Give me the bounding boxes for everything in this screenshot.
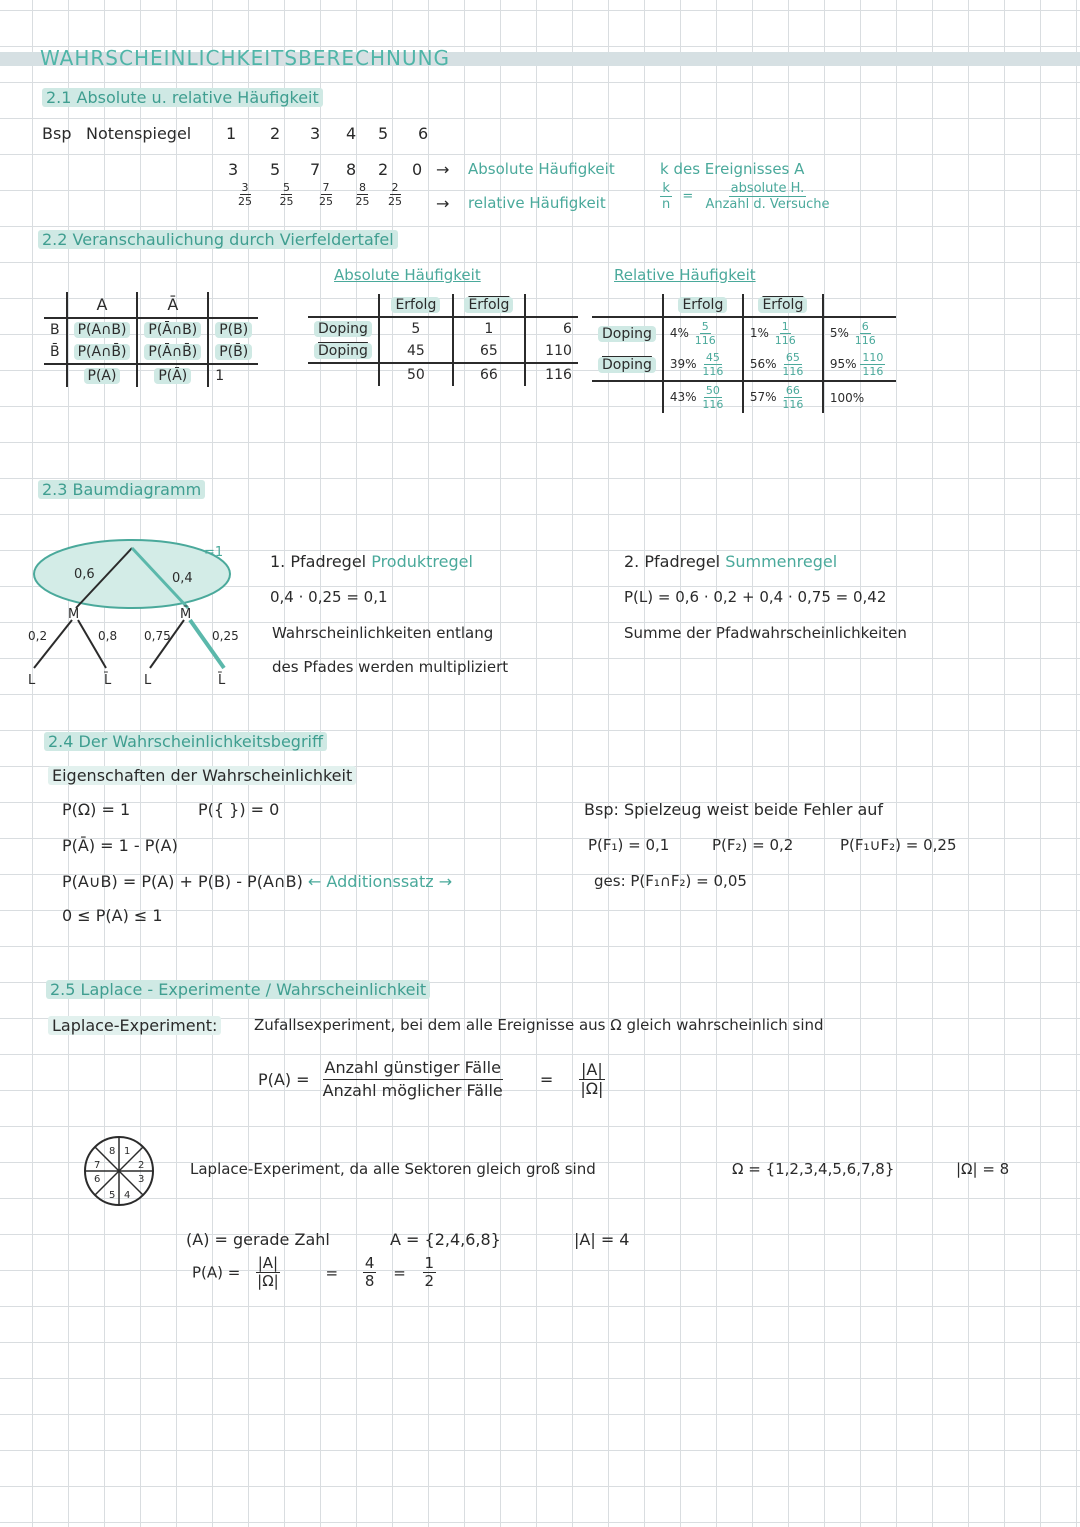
vft-total: 1 <box>208 364 258 387</box>
rel-cell: 95% $\frac{110}{116}$ <box>823 349 896 381</box>
pa-result: $\frac{1}{2}$ <box>424 1254 435 1290</box>
tree-branch <box>78 620 106 668</box>
k-def-frac: $\frac{\text{absolute H.}}{\text{Anzahl d. Versuche}}$ <box>705 181 830 212</box>
vft-col-a: A <box>67 292 138 318</box>
pa-ratio: $\frac{4}{8}$ <box>364 1254 375 1290</box>
vft-row-not-b: B̄ <box>50 344 60 360</box>
abs-row-label: Doping <box>314 343 372 359</box>
vierfeldertafel <box>44 292 258 387</box>
vft-col-not-a: Ā <box>137 292 208 318</box>
rule1-text-1: Wahrscheinlichkeiten entlang <box>272 624 494 642</box>
abs-cell: 6 <box>525 317 578 340</box>
grade-row <box>226 124 438 143</box>
wheel-number: 8 <box>109 1146 116 1157</box>
rel-row-label: Doping <box>598 326 656 342</box>
rule2-title: 2. Pfadregel Summenregel <box>624 552 838 571</box>
tree-branch <box>34 620 72 668</box>
laplace-formula: P(A) = $\frac{\text{Anzahl günstiger Fälle}}{\text{Anzahl möglicher Fälle}}$ = $\frac{|A|}{|\Omega|}$ <box>258 1058 604 1100</box>
rel-total: 57% $\frac{66}{116}$ <box>743 381 823 413</box>
grade-6: 6 <box>418 124 429 143</box>
wheel-number: 7 <box>94 1160 101 1171</box>
rel-col: Erfolg <box>758 297 807 313</box>
grade-3: 3 <box>310 124 321 143</box>
rule2-example: P(L) = 0,6 · 0,2 + 0,4 · 0,75 = 0,42 <box>624 588 887 606</box>
rel-total: 43% $\frac{50}{116}$ <box>663 381 743 413</box>
arrow-abs: → <box>436 160 450 179</box>
wheel-of-fortune <box>82 1134 156 1208</box>
rel-frac-1: $\frac{3}{25}$ <box>238 181 252 208</box>
abs-col: Erfolg <box>391 297 440 313</box>
abs-total: 66 <box>453 363 525 386</box>
tree-p-left: 0,6 <box>74 567 95 582</box>
rel-frac-2: $\frac{5}{25}$ <box>279 181 294 208</box>
count-5: 2 <box>378 160 389 179</box>
tree-node-left: M <box>68 607 80 622</box>
event-size: |A| = 4 <box>574 1230 630 1249</box>
rule2-text: Summe der Pfadwahrscheinlichkeiten <box>624 624 907 642</box>
rel-cell: 1% $\frac{1}{116}$ <box>743 317 823 349</box>
rule1-title: 1. Pfadregel Produktregel <box>270 552 473 571</box>
prop-empty: P({ }) = 0 <box>198 800 280 819</box>
page-title: WAHRSCHEINLICHKEITSBERECHNUNG <box>40 46 451 70</box>
vft-row-b: B <box>50 322 60 338</box>
count-2: 5 <box>270 160 281 179</box>
grade-4: 4 <box>346 124 357 143</box>
count-row <box>228 160 434 179</box>
rel-cell: 39% $\frac{45}{116}$ <box>663 349 743 381</box>
wheel-number: 5 <box>109 1190 116 1201</box>
abs-total: 116 <box>525 363 578 386</box>
abs-col: Erfolg <box>464 297 513 313</box>
abs-table-title: Absolute Häufigkeit <box>334 266 481 284</box>
grade-1: 1 <box>226 124 237 143</box>
event-definition: (A) = gerade Zahl <box>186 1230 330 1249</box>
wheel-number: 2 <box>138 1160 145 1171</box>
tree-branch <box>150 620 184 668</box>
properties-subheading: Eigenschaften der Wahrscheinlichkeit <box>48 766 356 785</box>
wheel-text: Laplace-Experiment, da alle Sektoren gleich groß sind <box>190 1160 596 1178</box>
section-2-5-heading: 2.5 Laplace - Experimente / Wahrscheinlichkeit <box>46 980 430 999</box>
tree-p-ll: 0,2 <box>28 629 48 643</box>
cardinality-fraction: $\frac{|A|}{|\Omega|}$ <box>580 1060 604 1098</box>
vft-total: P(Ā) <box>154 368 191 384</box>
abs-cell: 45 <box>379 340 453 363</box>
abs-cell: 5 <box>379 317 453 340</box>
wheel-number: 6 <box>94 1174 101 1185</box>
omega-size: |Ω| = 8 <box>956 1160 1010 1178</box>
tree-diagram <box>20 536 260 688</box>
tree-leaf: L <box>28 673 36 688</box>
count-4: 8 <box>346 160 357 179</box>
rel-freq-label: relative Häufigkeit <box>468 194 606 212</box>
example-result: ges: P(F₁∩F₂) = 0,05 <box>594 872 747 890</box>
wheel-number: 4 <box>124 1190 131 1201</box>
abs-cell: 1 <box>453 317 525 340</box>
wheel-number: 1 <box>124 1146 131 1157</box>
laplace-fraction: $\frac{\text{Anzahl günstiger Fälle}}{\text{Anzahl möglicher Fälle}}$ <box>322 1058 503 1100</box>
rel-total: 100% <box>823 381 896 413</box>
tree-leaf: L̄ <box>218 673 226 688</box>
rel-frac-3: $\frac{7}{25}$ <box>319 181 333 208</box>
event-set: A = {2,4,6,8} <box>390 1230 501 1249</box>
k-definition: $\frac{k}{n}$ = $\frac{\text{absolute H.}}{\text{Anzahl d. Versuche}}$ <box>662 181 830 212</box>
rel-cell: 4% $\frac{5}{116}$ <box>663 317 743 349</box>
count-1: 3 <box>228 160 239 179</box>
count-6: 0 <box>412 160 423 179</box>
tree-p-rl: 0,75 <box>144 629 171 643</box>
k-over-n: $\frac{k}{n}$ <box>662 181 671 212</box>
tree-top-sum: =1 <box>204 545 224 560</box>
grade-5: 5 <box>378 124 389 143</box>
notenspiegel-label: Notenspiegel <box>86 124 192 143</box>
rel-cell: 5% $\frac{6}{116}$ <box>823 317 896 349</box>
vft-cell: P(Ā∩B̄) <box>144 344 201 360</box>
tree-p-lr: 0,8 <box>98 629 118 643</box>
abs-cell: 110 <box>525 340 578 363</box>
event-probability: P(A) = $\frac{|A|}{|\Omega|}$ = $\frac{4}{8}$ = $\frac{1}{2}$ <box>192 1254 435 1290</box>
vft-table <box>44 292 258 387</box>
rel-frac-4: $\frac{8}{25}$ <box>355 181 370 208</box>
vft-cell: P(Ā∩B) <box>144 322 201 338</box>
bsp-label: Bsp <box>42 124 72 143</box>
omega-set: Ω = {1,2,3,4,5,6,7,8} <box>732 1160 895 1178</box>
k-text: k des Ereignisses A <box>660 160 805 178</box>
abs-table <box>308 294 578 386</box>
rule1-text-2: des Pfades werden multipliziert <box>272 658 509 676</box>
rel-table-title: Relative Häufigkeit <box>614 266 756 284</box>
arrow-rel: → <box>436 194 450 213</box>
section-2-3-heading: 2.3 Baumdiagramm <box>38 480 205 499</box>
prop-union: P(A∪B) = P(A) + P(B) - P(A∩B) ← Additionssatz → <box>62 872 453 891</box>
vft-total: P(A) <box>84 368 121 384</box>
vft-cell: P(A∩B̄) <box>74 344 131 360</box>
prop-omega: P(Ω) = 1 <box>62 800 131 819</box>
abs-total: 50 <box>379 363 453 386</box>
count-3: 7 <box>310 160 321 179</box>
abs-cell: 65 <box>453 340 525 363</box>
tree-p-rr: 0,25 <box>212 629 239 643</box>
vft-cell: P(A∩B) <box>74 322 131 338</box>
example-text: Bsp: Spielzeug weist beide Fehler auf <box>584 800 884 819</box>
rule1-example: 0,4 · 0,25 = 0,1 <box>270 588 388 606</box>
abs-row-label: Doping <box>314 321 372 337</box>
section-2-1-heading: 2.1 Absolute u. relative Häufigkeit <box>42 88 323 107</box>
tree-highlight <box>34 540 230 608</box>
rel-col: Erfolg <box>678 297 727 313</box>
pa-fraction: $\frac{|A|}{|\Omega|}$ <box>257 1254 279 1290</box>
vft-cell: P(B) <box>215 322 252 338</box>
section-2-2-heading: 2.2 Veranschaulichung durch Vierfeldertafel <box>38 230 398 249</box>
tree-leaf: L <box>144 673 152 688</box>
vft-cell: P(B̄) <box>215 344 252 360</box>
wheel-number: 3 <box>138 1174 145 1185</box>
example-f-union: P(F₁∪F₂) = 0,25 <box>840 836 957 854</box>
rel-cell: 56% $\frac{65}{116}$ <box>743 349 823 381</box>
grade-2: 2 <box>270 124 281 143</box>
tree-node-right: M̄ <box>180 607 192 622</box>
rel-frac-5: $\frac{2}{25}$ <box>388 181 402 208</box>
tree-branch-highlight <box>190 620 224 668</box>
example-f2: P(F₂) = 0,2 <box>712 836 794 854</box>
abs-freq-label: Absolute Häufigkeit <box>468 160 615 178</box>
laplace-def-text: Zufallsexperiment, bei dem alle Ereignisse aus Ω gleich wahrscheinlich sind <box>254 1016 824 1034</box>
rel-table <box>592 294 896 413</box>
tree-p-right: 0,4 <box>172 571 193 586</box>
example-f1: P(F₁) = 0,1 <box>588 836 670 854</box>
rel-row-label: Doping <box>598 357 656 373</box>
relative-frequencies <box>226 182 408 207</box>
tree-leaf: L̄ <box>104 673 112 688</box>
prop-complement: P(Ā) = 1 - P(A) <box>62 836 178 855</box>
laplace-def-label: Laplace-Experiment: <box>48 1016 221 1035</box>
section-2-4-heading: 2.4 Der Wahrscheinlichkeitsbegriff <box>44 732 327 751</box>
prop-range: 0 ≤ P(A) ≤ 1 <box>62 906 163 925</box>
